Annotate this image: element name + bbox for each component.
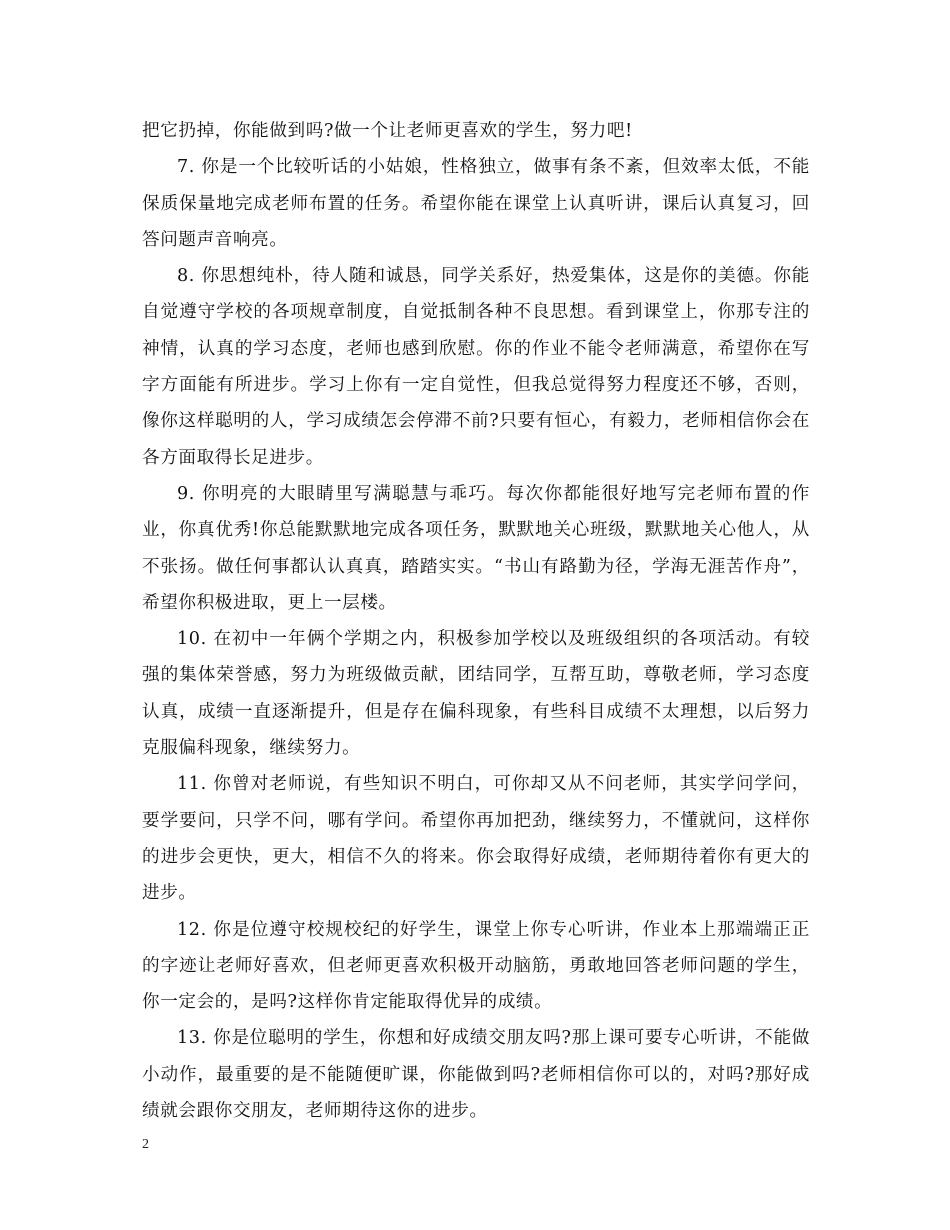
paragraph-item-11: 11. 你曾对老师说，有些知识不明白，可你却又从不问老师，其实学问学问，要学要问，只学不问，哪有学问。希望你再加把劲，继续努力，不懂就问，这样你的进步会更快，更大，相信不久的将来。你会取得好成绩，老师期待着你有更大的进步。 bbox=[142, 774, 810, 904]
page-number: 2 bbox=[142, 1137, 149, 1152]
paragraph-item-8: 8. 你思想纯朴，待人随和诚恳，同学关系好，热爱集体，这是你的美德。你能自觉遵守学校的各项规章制度，自觉抵制各种不良思想。看到课堂上，你那专注的神情，认真的学习态度，老师也感到欣慰。你的作业不能令老师满意，希望你在写字方面能有所进步。学习上你有一定自觉性，但我总觉得努力程度还不够，否则，像你这样聪明的人，学习成绩怎会停滞不前?只要有恒心，有毅力，老师相信你会在各方面取得长足进步。 bbox=[142, 266, 810, 468]
paragraph-continuation: 把它扔掉，你能做到吗?做一个让老师更喜欢的学生，努力吧! bbox=[142, 121, 633, 141]
paragraph-item-12: 12. 你是位遵守校规校纪的好学生，课堂上你专心听讲，作业本上那端端正正的字迹让老师好喜欢，但老师更喜欢积极开动脑筋，勇敢地回答老师问题的学生，你一定会的，是吗?这样你肯定能取得优异的成绩。 bbox=[142, 919, 810, 1013]
paragraph-item-9: 9. 你明亮的大眼睛里写满聪慧与乖巧。每次你都能很好地写完老师布置的作业，你真优秀!你总能默默地完成各项任务，默默地关心班级，默默地关心他人，从不张扬。做任何事都认认真真，踏踏实实。“书山有路勤为径，学海无涯苦作舟”，希望你积极进取，更上一层楼。 bbox=[142, 483, 810, 613]
paragraph-item-13: 13. 你是位聪明的学生，你想和好成绩交朋友吗?那上课可要专心听讲，不能做小动作，最重要的是不能随便旷课，你能做到吗?老师相信你可以的，对吗?那好成绩就会跟你交朋友，老师期待这你的进步。 bbox=[142, 1028, 810, 1122]
paragraph-item-10: 10. 在初中一年俩个学期之内，积极参加学校以及班级组织的各项活动。有较强的集体荣誉感，努力为班级做贡献，团结同学，互帮互助，尊敬老师，学习态度认真，成绩一直逐渐提升，但是存在偏科现象，有些科目成绩不太理想，以后努力克服偏科现象，继续努力。 bbox=[142, 629, 810, 759]
paragraph-item-7: 7. 你是一个比较听话的小姑娘，性格独立，做事有条不紊，但效率太低，不能保质保量地完成老师布置的任务。希望你能在课堂上认真听讲，课后认真复习，回答问题声音响亮。 bbox=[142, 157, 810, 250]
document-body bbox=[142, 113, 810, 1129]
